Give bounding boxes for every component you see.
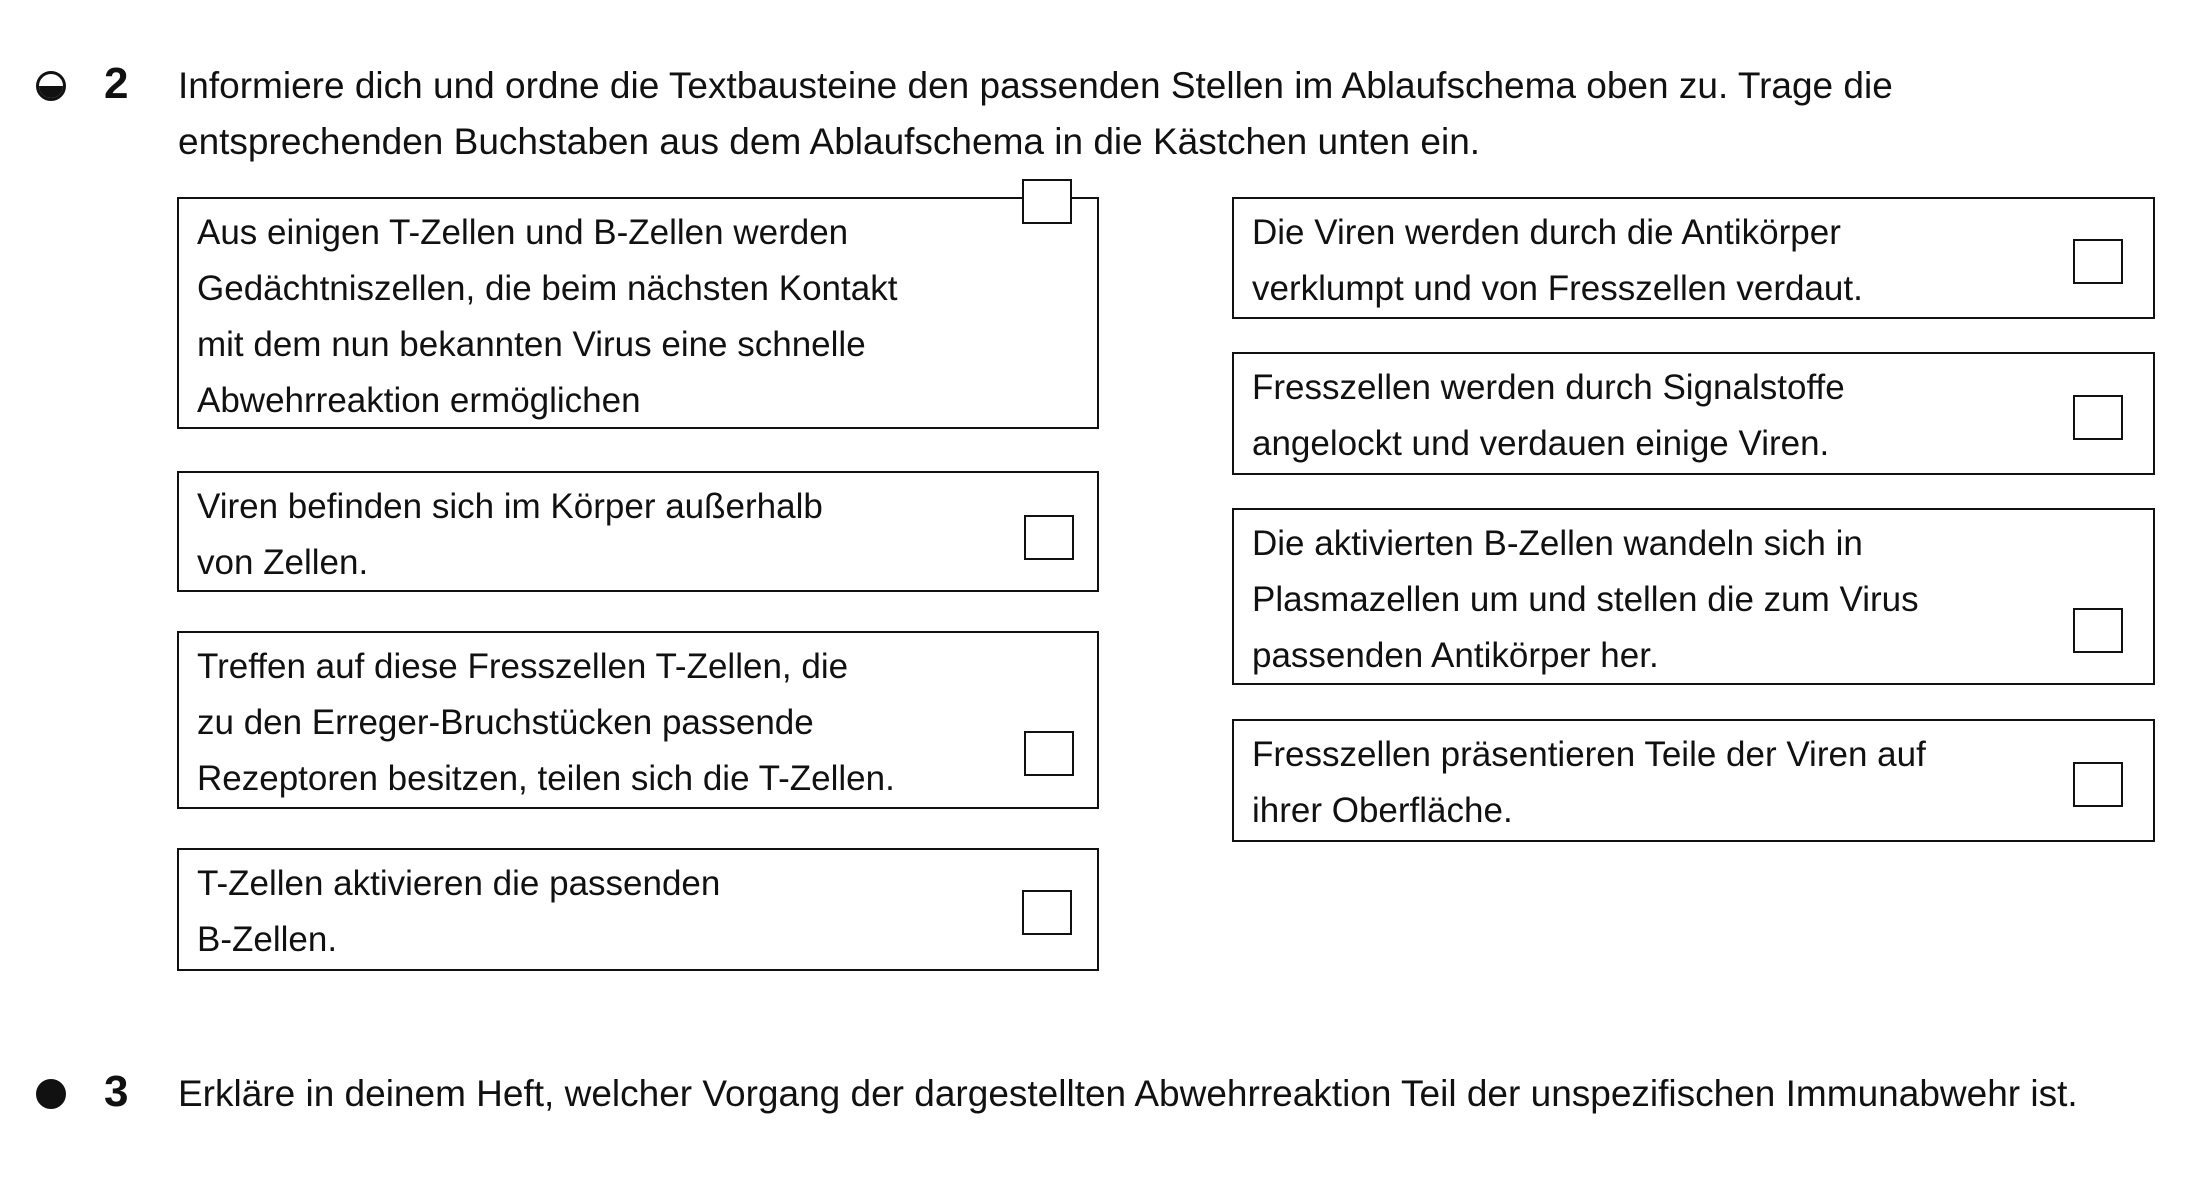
answer-box-t-cells-divide[interactable] [1024,731,1074,776]
answer-box-plasma-cells[interactable] [2073,608,2123,653]
answer-box-memory-cells[interactable] [1022,179,1072,224]
card-text: Fresszellen werden durch Signalstoffe angelockt und verdauen einige Viren. [1252,368,1845,463]
card-text: Die Viren werden durch die Antikörper verklumpt und von Fresszellen verdaut. [1252,213,1863,308]
filled-circle-icon [36,1079,66,1109]
answer-box-viruses-clumped[interactable] [2073,239,2123,284]
task-2-instruction: Informiere dich und ordne die Textbausteine den passenden Stellen im Ablaufschema oben zu. Trage die entsprechenden Buchstaben aus dem Ablaufschema in die Kästchen unten ein. [178,65,1893,162]
text-card-t-cells-activate-b-cells [177,848,1099,971]
text-card-viruses-outside-cells [177,471,1099,592]
text-card-phagocytes-present [1232,719,2155,842]
card-text: T-Zellen aktivieren die passenden B-Zellen. [197,864,721,959]
card-text: Fresszellen präsentieren Teile der Viren auf ihrer Oberfläche. [1252,735,1926,830]
text-card-plasma-cells [1232,508,2155,685]
card-text: Aus einigen T-Zellen und B-Zellen werden Gedächtniszellen, die beim nächsten Kontakt mit dem nun bekannten Virus eine schnelle Abwehrreaktion ermöglichen [197,213,898,420]
answer-box-phagocytes-attracted[interactable] [2073,395,2123,440]
answer-box-viruses-outside-cells[interactable] [1024,515,1074,560]
card-text: Treffen auf diese Fresszellen T-Zellen, die zu den Erreger-Bruchstücken passende Rezeptoren besitzen, teilen sich die T-Zellen. [197,647,895,798]
task-3-number: 3 [104,1067,129,1116]
task-2-number: 2 [104,59,129,108]
text-card-memory-cells [177,197,1099,429]
answer-box-t-cells-activate-b-cells[interactable] [1022,890,1072,935]
text-card-t-cells-divide [177,631,1099,809]
task-3-instruction: Erkläre in deinem Heft, welcher Vorgang der dargestellten Abwehrreaktion Teil der unspezifischen Immunabwehr ist. [178,1073,2078,1114]
answer-box-phagocytes-present[interactable] [2073,762,2123,807]
half-filled-circle-icon [36,71,66,101]
card-text: Die aktivierten B-Zellen wandeln sich in Plasmazellen um und stellen die zum Virus passenden Antikörper her. [1252,524,1919,675]
text-card-phagocytes-attracted [1232,352,2155,475]
text-card-viruses-clumped [1232,197,2155,319]
card-text: Viren befinden sich im Körper außerhalb von Zellen. [197,487,823,582]
